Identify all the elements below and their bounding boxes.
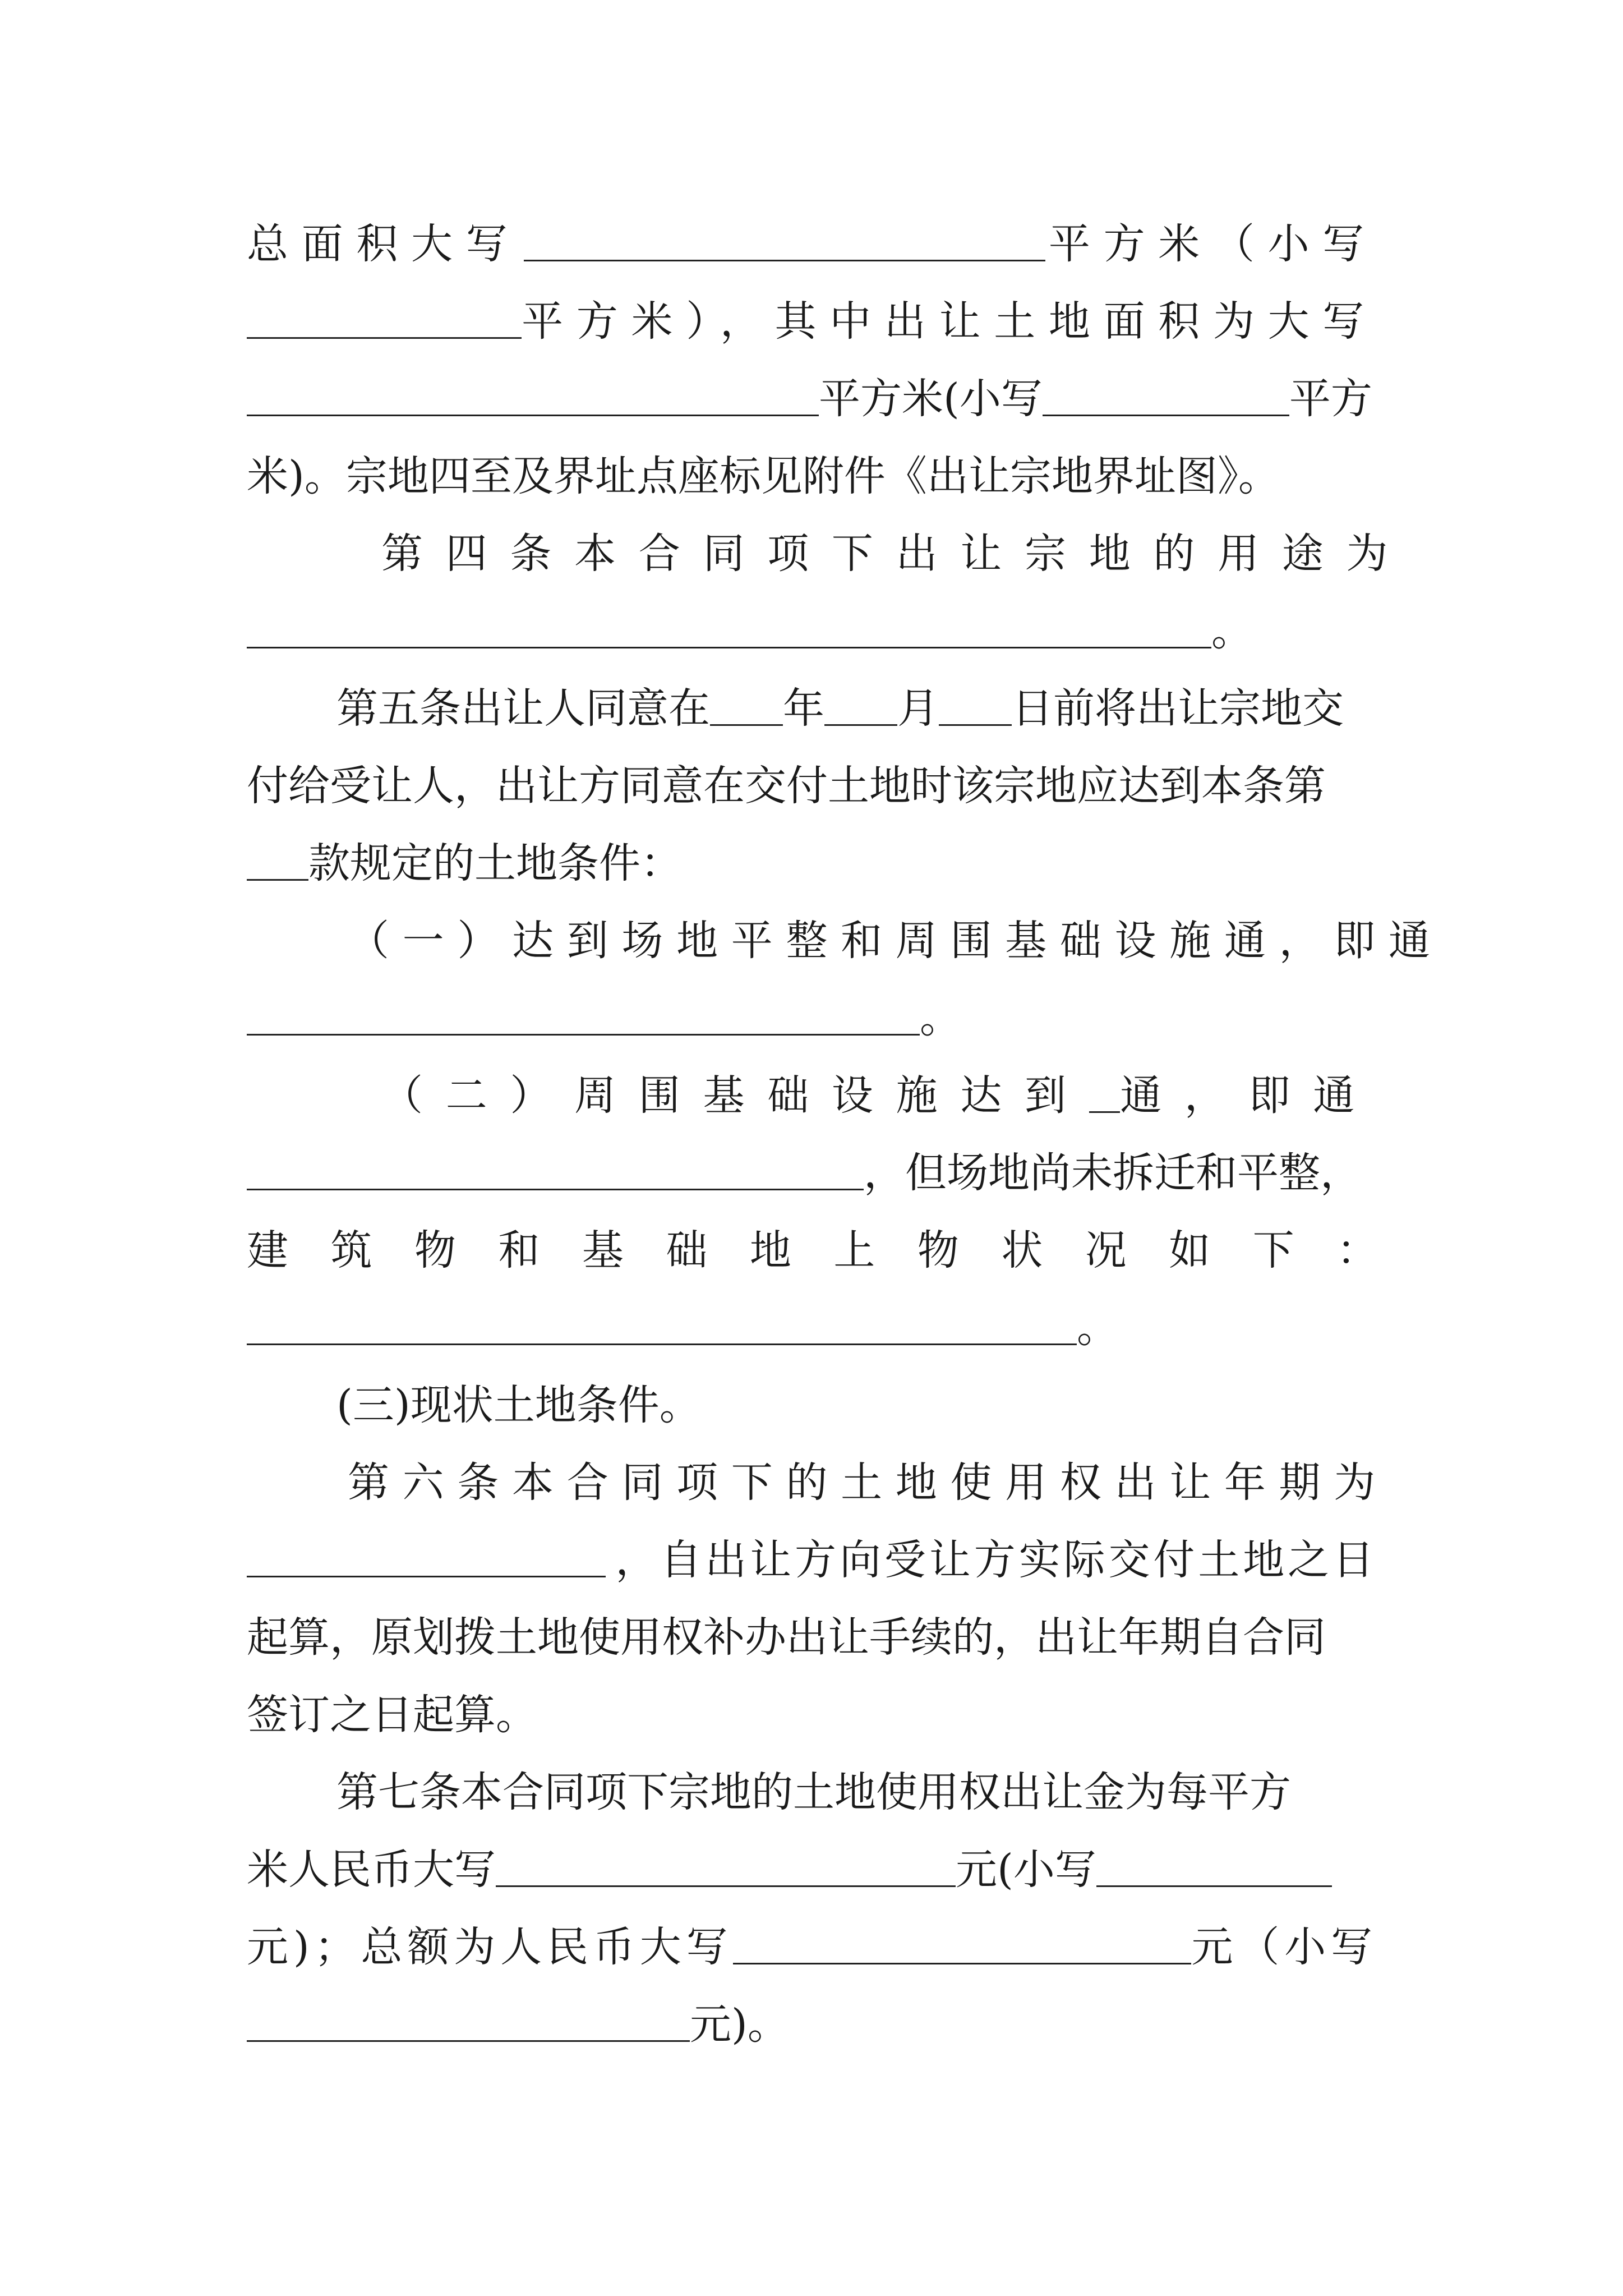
text-segment: （一）达到场地平整和周围基础设施 xyxy=(348,917,1224,965)
text-segment: 第六条本合同项下的土地使用权出让年期为 xyxy=(348,1458,1389,1507)
text-segment: 款规定的土地条件： xyxy=(308,839,682,887)
fill-in-blank[interactable] xyxy=(1043,375,1289,416)
fill-in-blank[interactable] xyxy=(247,608,1211,648)
fill-in-blank[interactable] xyxy=(824,685,897,726)
fill-in-blank[interactable] xyxy=(247,298,522,339)
text-line xyxy=(247,1529,1377,1591)
text-segment: （二）周围基础设施达到 xyxy=(381,1071,1089,1120)
fill-in-blank[interactable] xyxy=(496,1846,956,1887)
text-segment: 元)；总额为人民币大写 xyxy=(247,1923,733,1971)
text-segment: 第五条出让人同意在 xyxy=(336,684,710,733)
fill-in-blank[interactable] xyxy=(524,220,1045,261)
fill-in-blank[interactable] xyxy=(939,685,1012,726)
text-segment: ，自出让方向受让方实际交付土地之日 xyxy=(615,1536,1377,1584)
fill-in-blank[interactable] xyxy=(247,1149,864,1190)
text-line xyxy=(247,1142,1377,1204)
text-line xyxy=(247,1916,1377,1978)
text-line xyxy=(348,1452,1389,1513)
text-line xyxy=(381,523,1411,585)
fill-in-blank[interactable] xyxy=(247,1304,1077,1345)
text-segment: 平方 xyxy=(1289,375,1372,423)
fill-in-blank[interactable] xyxy=(247,2001,690,2042)
text-segment: 元（小写 xyxy=(1191,1923,1377,1971)
text-line xyxy=(247,832,1377,894)
text-segment: 通，即通 xyxy=(1224,917,1444,965)
text-line xyxy=(381,1065,1377,1126)
text-segment: (三)现状土地条件。 xyxy=(336,1381,701,1429)
text-segment: 总面积大写 xyxy=(247,220,521,268)
text-line xyxy=(247,600,1377,662)
fill-in-blank[interactable] xyxy=(733,1924,1192,1964)
fill-in-blank[interactable] xyxy=(247,1536,606,1577)
text-segment: 米人民币大写 xyxy=(247,1846,496,1894)
text-segment: 元)。 xyxy=(690,2000,789,2049)
text-line xyxy=(247,1994,1377,2055)
text-segment: 第七条本合同项下宗地的土地使用权出让金为每平方 xyxy=(336,1768,1291,1816)
text-line xyxy=(247,291,1377,352)
fill-in-blank[interactable] xyxy=(247,375,819,416)
text-line xyxy=(247,445,1377,507)
fill-in-blank[interactable] xyxy=(247,840,308,881)
text-segment: 元(小写 xyxy=(956,1846,1096,1894)
fill-in-blank[interactable] xyxy=(247,995,920,1036)
text-segment: 第四条本合同项下出让宗地的用途为 xyxy=(381,530,1411,578)
text-segment: 。 xyxy=(920,994,961,1042)
text-line xyxy=(336,1761,1377,1823)
fill-in-blank[interactable] xyxy=(1089,1072,1120,1113)
text-line xyxy=(247,987,1377,1049)
text-segment: 米)。宗地四至及界址点座标见附件《出让宗地界址图》。 xyxy=(247,452,1280,500)
text-segment: 日前将出让宗地交 xyxy=(1012,684,1344,733)
text-line xyxy=(247,755,1377,817)
text-line xyxy=(247,1297,1377,1359)
text-segment: 付给受让人，出让方同意在交付土地时该宗地应达到本条第 xyxy=(247,762,1326,810)
text-segment: ，但场地尚未拆迁和平整， xyxy=(864,1149,1362,1197)
text-line xyxy=(336,678,1377,739)
text-segment: 平方米），其中出让土地面积为大写 xyxy=(522,297,1377,346)
text-line xyxy=(247,1839,1377,1901)
text-segment: 平方米（小写 xyxy=(1048,220,1377,268)
text-line xyxy=(336,1374,1377,1436)
fill-in-blank[interactable] xyxy=(710,685,783,726)
text-line xyxy=(247,213,1377,275)
text-segment: 签订之日起算。 xyxy=(247,1691,537,1739)
text-segment: 平方米(小写 xyxy=(819,375,1043,423)
text-segment: 。 xyxy=(1077,1304,1118,1352)
text-line xyxy=(247,1607,1377,1668)
text-segment: 通，即通 xyxy=(1120,1071,1377,1120)
text-segment: 月 xyxy=(897,684,939,733)
text-segment: 年 xyxy=(783,684,824,733)
text-segment: 。 xyxy=(1211,607,1253,655)
text-segment: 起算，原划拨土地使用权补办出让手续的，出让年期自合同 xyxy=(247,1613,1326,1662)
text-line xyxy=(247,1220,1421,1281)
text-line xyxy=(247,368,1377,430)
text-line xyxy=(348,910,1444,972)
fill-in-blank[interactable] xyxy=(1096,1846,1332,1887)
text-segment: 建筑物和基础地上物状况如下： xyxy=(247,1226,1421,1274)
text-line xyxy=(247,1684,1377,1746)
